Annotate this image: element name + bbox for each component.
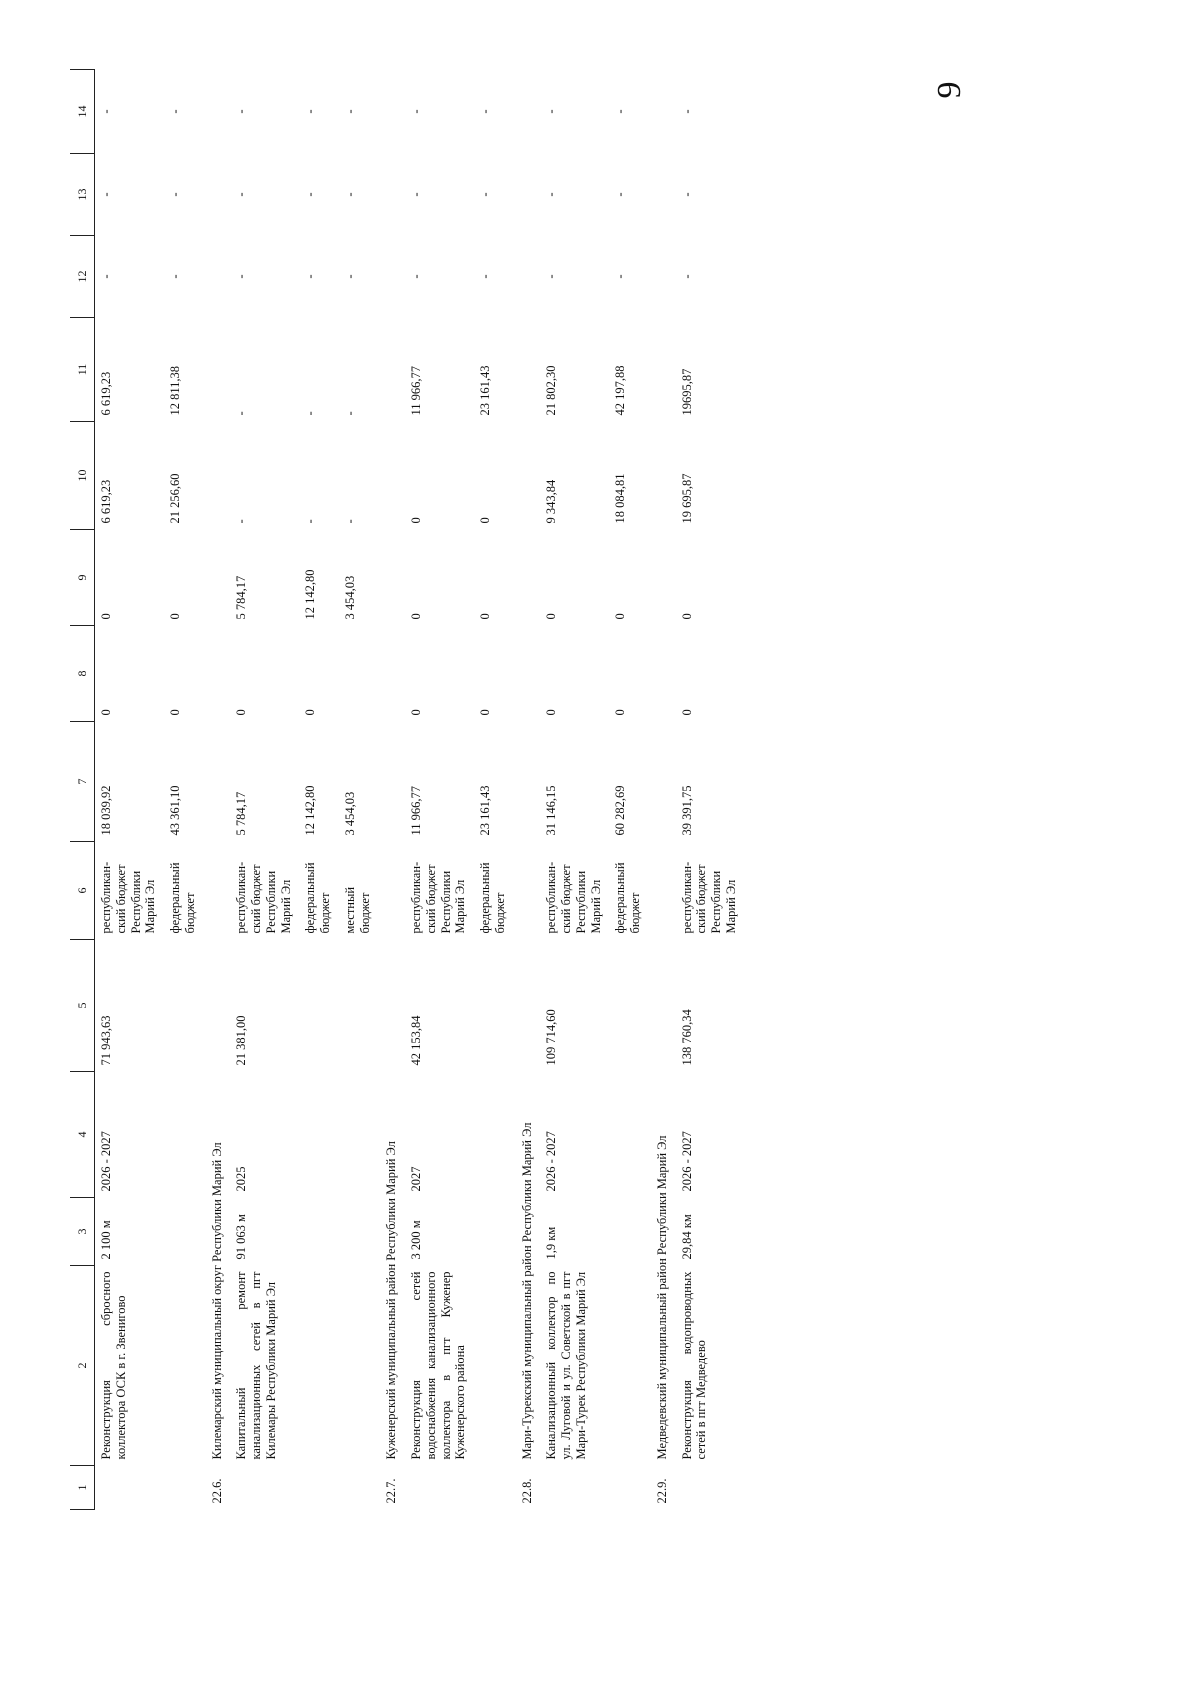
cell-col-13: - [544, 192, 559, 197]
cell-col-3: 1,9 км [544, 1226, 559, 1260]
cell-col-7: 12 142,80 [303, 785, 318, 836]
col-header-14: 14 [70, 70, 95, 154]
cell-col-14: - [234, 109, 249, 114]
cell-col-3 [609, 1198, 649, 1266]
col-header-10: 10 [70, 422, 95, 530]
cell-col-4 [339, 1072, 379, 1198]
cell-col-4 [474, 1072, 514, 1198]
cell-col-8: 0 [99, 709, 113, 716]
cell-col-6: республикан-ский бюджет Республики Марий Эл [99, 861, 158, 934]
cell-col-7: 43 361,10 [168, 785, 182, 836]
cell-col-6: республикан-ский бюджет Республики Марий Эл [679, 861, 738, 934]
cell-col-7: 39 391,75 [679, 785, 694, 836]
cell-col-13: - [409, 192, 423, 197]
cell-col-2 [474, 1266, 514, 1466]
cell-col-7: 5 784,17 [234, 791, 249, 836]
cell-col-1: 22.6. [209, 1478, 224, 1504]
col-header-7: 7 [70, 722, 95, 842]
col-header-13: 13 [70, 154, 95, 236]
cell-col-5: 138 760,34 [679, 1009, 694, 1066]
cell-col-7: 11 966,77 [409, 785, 423, 836]
cell-col-1 [609, 1466, 649, 1510]
cell-col-12: - [544, 274, 559, 279]
cell-col-1 [540, 1466, 609, 1510]
cell-col-12: - [303, 274, 318, 279]
cell-col-14: - [613, 109, 628, 114]
cell-col-7: 31 146,15 [544, 785, 559, 836]
cell-col-4 [609, 1072, 649, 1198]
cell-col-8: 0 [544, 709, 559, 716]
cell-col-10: 0 [478, 517, 492, 524]
cell-col-5: 71 943,63 [99, 1015, 113, 1066]
table-row [95, 70, 165, 1510]
cell-col-7: 60 282,69 [613, 785, 628, 836]
cell-col-6: республикан-ский бюджет Республики Марий Эл [409, 861, 468, 934]
cell-col-14: - [409, 109, 423, 114]
cell-col-7: 23 161,43 [478, 785, 492, 836]
cell-col-12: - [478, 274, 492, 279]
cell-col-7: 18 039,92 [99, 785, 113, 836]
cell-col-10: - [234, 519, 249, 524]
cell-col-5: 42 153,84 [409, 1015, 423, 1066]
cell-col-6: местный бюджет [342, 886, 372, 934]
cell-col-1 [230, 1466, 299, 1510]
cell-col-12: - [168, 274, 182, 279]
cell-col-10: 6 619,23 [99, 479, 113, 524]
cell-col-4: 2026 - 2027 [544, 1131, 559, 1192]
section-row [649, 70, 676, 1510]
cell-col-2: Куженерский муниципальный район Республики Марий Эл [384, 1141, 399, 1460]
cell-col-11: 42 197,88 [613, 365, 628, 416]
cell-col-11: 21 802,30 [544, 365, 559, 416]
cell-col-3 [339, 1198, 379, 1266]
cell-col-14: - [342, 109, 357, 114]
col-header-11: 11 [70, 318, 95, 422]
cell-col-3: 2 100 м [99, 1220, 113, 1260]
cell-col-5: 109 714,60 [544, 1009, 559, 1066]
cell-col-5 [164, 940, 204, 1072]
col-header-8: 8 [70, 626, 95, 722]
cell-col-2: Канализационный коллектор по ул. Луговой и ул. Советской в пгт Мари-Турек Республики Марий Эл [544, 1271, 588, 1460]
table-row [609, 70, 649, 1510]
section-row [204, 70, 231, 1510]
cell-col-13: - [99, 192, 113, 197]
cell-col-11: 12 811,38 [168, 365, 182, 416]
cell-col-1: 22.8. [519, 1478, 534, 1504]
table-row [339, 70, 379, 1510]
table-row [676, 70, 745, 1510]
cell-col-2 [164, 1266, 204, 1466]
document-table-wrapper [70, 70, 930, 1510]
cell-col-10: - [342, 519, 357, 524]
cell-col-3 [474, 1198, 514, 1266]
table-row [405, 70, 474, 1510]
cell-col-3 [299, 1198, 339, 1266]
col-header-4: 4 [70, 1072, 95, 1198]
cell-col-6: федеральный бюджет [613, 862, 642, 934]
cell-col-8: 0 [409, 709, 423, 716]
cell-col-7: 3 454,03 [342, 791, 357, 836]
cell-col-12: - [409, 274, 423, 279]
cell-col-1 [474, 1466, 514, 1510]
cell-col-2: Реконструкция сетей водоснабжения канализационного коллектора в пгт Куженер Куженерского района [409, 1271, 468, 1460]
cell-col-5: 21 381,00 [234, 1015, 249, 1066]
cell-col-10: - [303, 519, 318, 524]
col-header-3: 3 [70, 1198, 95, 1266]
cell-col-4: 2026 - 2027 [99, 1131, 113, 1192]
cell-col-5 [339, 940, 379, 1072]
cell-col-13: - [234, 192, 249, 197]
cell-col-6: федеральный бюджет [478, 862, 507, 934]
cell-col-9: 0 [544, 613, 559, 620]
cell-col-5 [609, 940, 649, 1072]
col-header-1: 1 [70, 1466, 95, 1510]
cell-col-1: 22.9. [654, 1478, 669, 1504]
cell-col-6: республикан-ский бюджет Республики Марий Эл [544, 861, 603, 934]
cell-col-2 [339, 1266, 379, 1466]
cell-col-4: 2025 [234, 1166, 249, 1192]
cell-col-13: - [303, 192, 318, 197]
budget-table [70, 69, 745, 1510]
cell-col-11: 23 161,43 [478, 365, 492, 416]
cell-col-5 [474, 940, 514, 1072]
cell-col-11: - [342, 411, 357, 416]
cell-col-3: 3 200 м [409, 1220, 423, 1260]
cell-col-13: - [342, 192, 357, 197]
cell-col-14: - [168, 109, 182, 114]
cell-col-10: 18 084,81 [613, 473, 628, 524]
cell-col-10: 9 343,84 [544, 479, 559, 524]
table-row [164, 70, 204, 1510]
cell-col-12: - [613, 274, 628, 279]
cell-col-12: - [679, 274, 694, 279]
cell-col-5 [299, 940, 339, 1072]
cell-col-2: Капитальный ремонт канализационных сетей в пгт Килемары Республики Марий Эл [234, 1271, 278, 1460]
table-row [474, 70, 514, 1510]
cell-col-4 [164, 1072, 204, 1198]
cell-col-4 [299, 1072, 339, 1198]
cell-col-9: 3 454,03 [342, 575, 357, 620]
col-header-12: 12 [70, 236, 95, 318]
cell-col-11: 6 619,23 [99, 371, 113, 416]
cell-col-11: - [234, 411, 249, 416]
cell-col-1 [299, 1466, 339, 1510]
cell-col-8: 0 [478, 709, 492, 716]
cell-col-8: 0 [679, 709, 694, 716]
table-body [95, 70, 745, 1510]
cell-col-10: 21 256,60 [168, 473, 182, 524]
section-row [514, 70, 541, 1510]
cell-col-4: 2026 - 2027 [679, 1131, 694, 1192]
cell-col-9: 0 [168, 613, 182, 620]
table-row [230, 70, 299, 1510]
cell-col-14: - [478, 109, 492, 114]
cell-col-8: 0 [613, 709, 628, 716]
cell-col-6: федеральный бюджет [168, 862, 197, 934]
cell-col-8 [339, 626, 379, 722]
cell-col-1 [339, 1466, 379, 1510]
cell-col-14: - [99, 109, 113, 114]
cell-col-2: Медведевский муниципальный район Республики Марий Эл [654, 1135, 669, 1460]
cell-col-9: 0 [679, 613, 694, 620]
cell-col-1 [95, 1466, 165, 1510]
cell-col-14: - [544, 109, 559, 114]
cell-col-1 [405, 1466, 474, 1510]
cell-col-2 [299, 1266, 339, 1466]
cell-col-8: 0 [168, 709, 182, 716]
cell-col-2 [609, 1266, 649, 1466]
cell-col-12: - [99, 274, 113, 279]
table-row [299, 70, 339, 1510]
cell-col-8: 0 [234, 709, 249, 716]
cell-col-10: 0 [409, 517, 423, 524]
cell-col-11: 11 966,77 [409, 365, 423, 416]
cell-col-13: - [613, 192, 628, 197]
cell-col-2: Реконструкция водопроводных сетей в пгт Медведево [679, 1271, 709, 1460]
page-number: 9 [931, 81, 968, 99]
cell-col-9: 0 [613, 613, 628, 620]
cell-col-11: 19695,87 [679, 368, 694, 416]
col-header-5: 5 [70, 940, 95, 1072]
cell-col-13: - [679, 192, 694, 197]
cell-col-1: 22.7. [384, 1478, 399, 1504]
cell-col-6: федеральный бюджет [303, 862, 332, 934]
cell-col-9: 12 142,80 [303, 569, 318, 620]
cell-col-10: 19 695,87 [679, 473, 694, 524]
cell-col-12: - [342, 274, 357, 279]
cell-col-2: Килемарский муниципальный округ Республики Марий Эл [209, 1142, 224, 1460]
cell-col-2: Реконструкция сбросного коллектора ОСК в г. Звенигово [99, 1271, 128, 1460]
cell-col-4: 2027 [409, 1166, 423, 1192]
col-header-2: 2 [70, 1266, 95, 1466]
cell-col-3: 29,84 км [679, 1214, 694, 1260]
cell-col-2: Мари-Турекский муниципальный район Республики Марий Эл [519, 1122, 534, 1460]
section-row [378, 70, 405, 1510]
cell-col-9: 5 784,17 [234, 575, 249, 620]
cell-col-9: 0 [409, 613, 423, 620]
cell-col-3: 91 063 м [234, 1214, 249, 1260]
header-row [70, 70, 95, 1510]
cell-col-3 [164, 1198, 204, 1266]
cell-col-13: - [168, 192, 182, 197]
col-header-9: 9 [70, 530, 95, 626]
cell-col-1 [164, 1466, 204, 1510]
cell-col-1 [676, 1466, 745, 1510]
col-header-6: 6 [70, 842, 95, 940]
cell-col-9: 0 [478, 613, 492, 620]
table-row [540, 70, 609, 1510]
cell-col-13: - [478, 192, 492, 197]
cell-col-9: 0 [99, 613, 113, 620]
cell-col-6: республикан-ский бюджет Республики Марий Эл [234, 861, 293, 934]
cell-col-8: 0 [303, 709, 318, 716]
cell-col-14: - [679, 109, 694, 114]
cell-col-12: - [234, 274, 249, 279]
cell-col-14: - [303, 109, 318, 114]
cell-col-11: - [303, 411, 318, 416]
